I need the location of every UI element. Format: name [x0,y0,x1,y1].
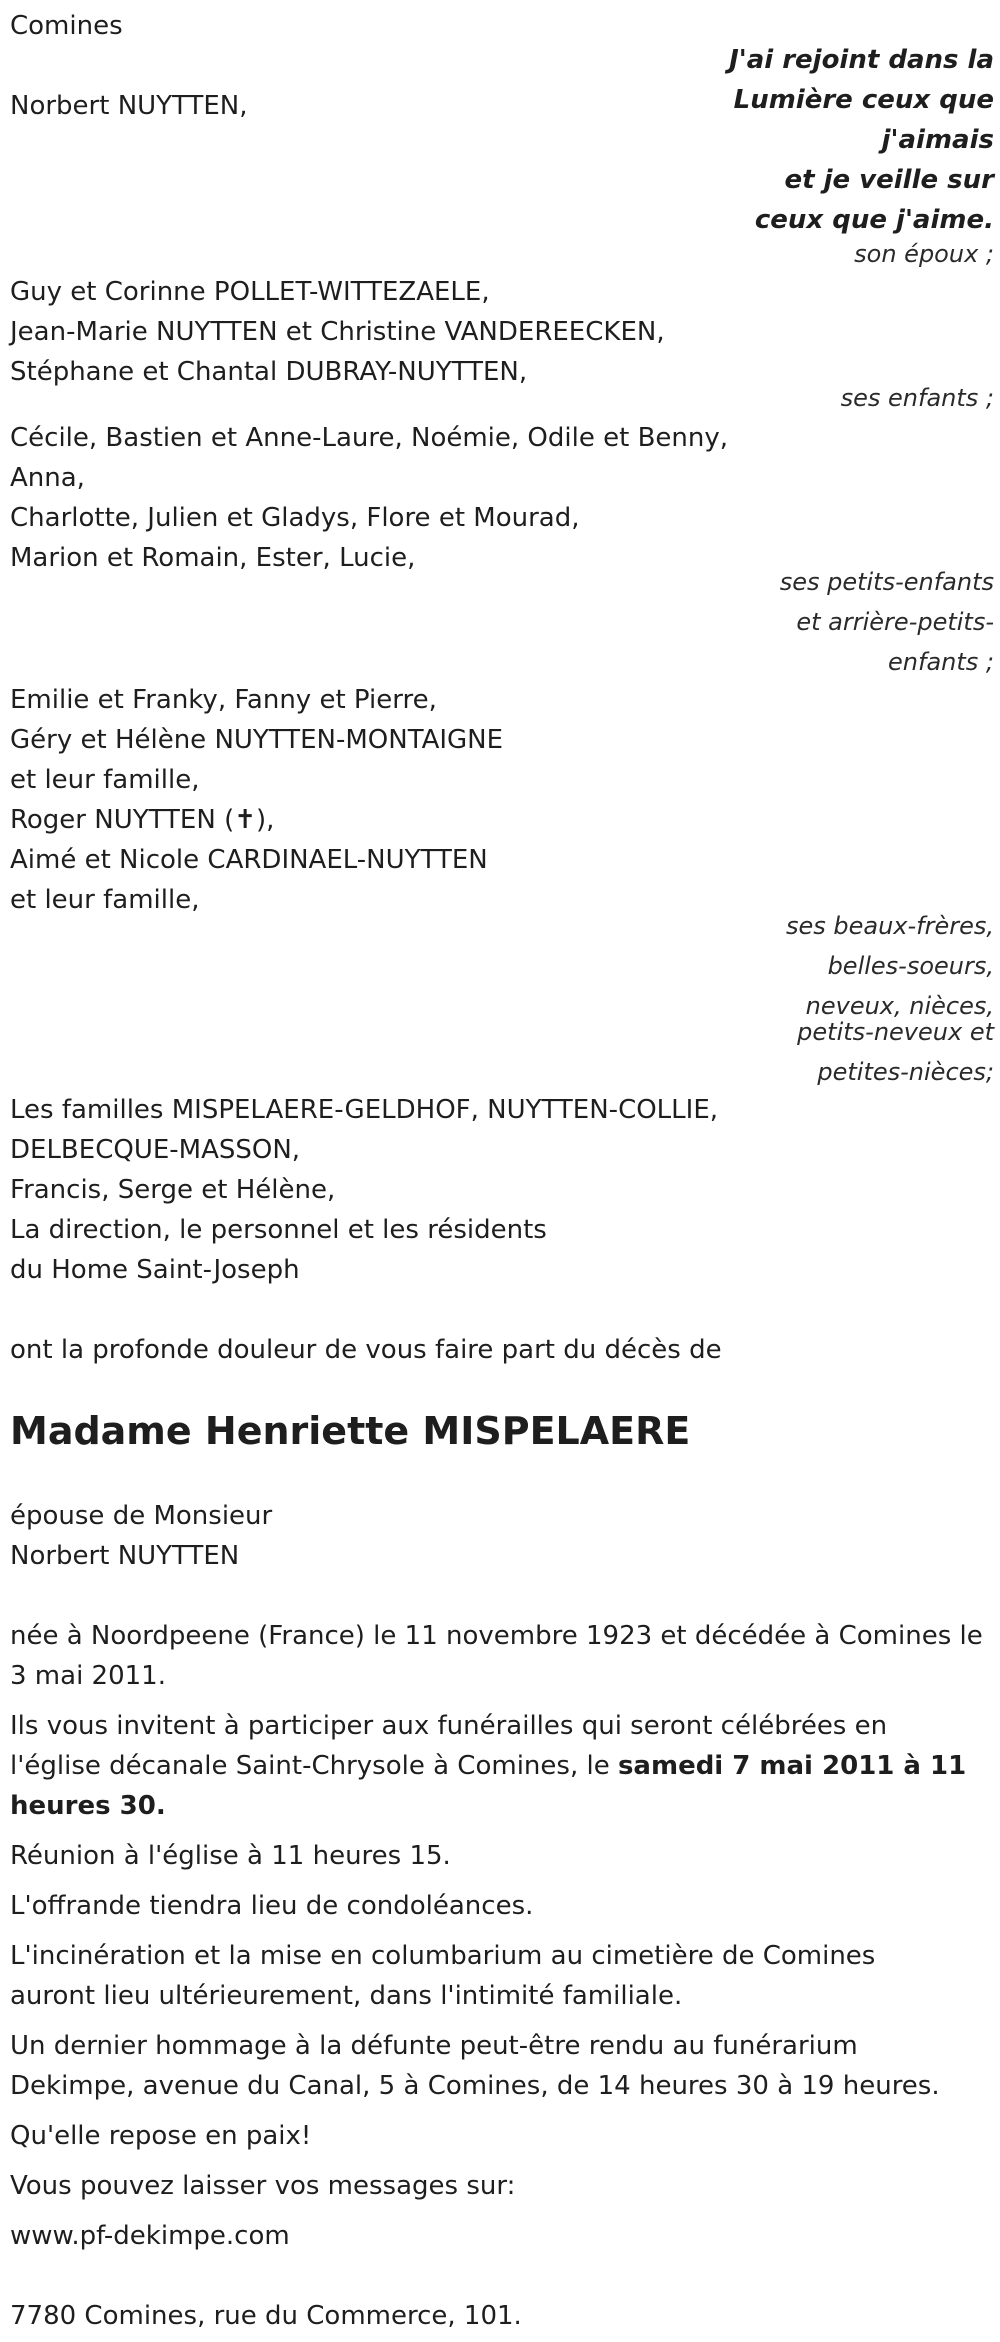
tribute-line: Un dernier hommage à la défunte peut-être rendu au funérarium [10,2031,858,2061]
address: 7780 Comines, rue du Commerce, 101. [10,2301,522,2331]
grandchildren-line: Marion et Romain, Ester, Lucie, [10,543,416,573]
birth-death-line: 3 mai 2011. [10,1661,166,1691]
in-laws-line: Emilie et Franky, Fanny et Pierre, [10,685,437,715]
funeral-line [10,1746,966,1786]
quote-line: et je veille sur [784,165,994,195]
spouse-of-line: Norbert NUYTTEN [10,1541,240,1571]
in-laws-line: et leur famille, [10,765,200,795]
funeral-line [10,1786,166,1826]
place: Comines [10,11,123,41]
relation-in-laws: petites-nièces; [817,1058,994,1086]
relation-in-laws: neveux, nièces, [805,992,994,1020]
children-line: Stéphane et Chantal DUBRAY-NUYTTEN, [10,357,528,387]
children-line: Guy et Corinne POLLET-WITTEZAELE, [10,277,490,307]
relation-grandchildren: enfants ; [888,648,994,676]
spouse-name: Norbert NUYTTEN, [10,91,248,121]
offering: L'offrande tiendra lieu de condoléances. [10,1891,534,1921]
relation-spouse: son époux ; [854,240,994,268]
grandchildren-line: Cécile, Bastien et Anne-Laure, Noémie, Odile et Benny, [10,423,729,453]
spouse-of-line: épouse de Monsieur [10,1501,273,1531]
announcement: ont la profonde douleur de vous faire part du décès de [10,1335,722,1365]
messages: Vous pouvez laisser vos messages sur: [10,2171,516,2201]
in-laws-line: Aimé et Nicole CARDINAEL-NUYTTEN [10,845,488,875]
grandchildren-line: Anna, [10,463,85,493]
grandchildren-line: Charlotte, Julien et Gladys, Flore et Mourad, [10,503,580,533]
in-laws-line: Géry et Hélène NUYTTEN-MONTAIGNE [10,725,504,755]
quote-line: ceux que j'aime. [754,205,994,235]
quote-line: J'ai rejoint dans la [729,45,994,75]
families-line: du Home Saint-Joseph [10,1255,300,1285]
in-laws-line: Roger NUYTTEN (✝), [10,805,275,835]
families-line: La direction, le personnel et les résidents [10,1215,547,1245]
families-line: DELBECQUE-MASSON, [10,1135,301,1165]
cremation-line: L'incinération et la mise en columbarium au cimetière de Comines [10,1941,876,1971]
cremation-line: auront lieu ultérieurement, dans l'intimité familiale. [10,1981,683,2011]
tribute-line: Dekimpe, avenue du Canal, 5 à Comines, de 14 heures 30 à 19 heures. [10,2071,940,2101]
relation-grandchildren: ses petits-enfants [779,568,994,596]
funeral-text: l'église décanale Saint-Chrysole à Comines, le [10,1751,618,1781]
families-line: Francis, Serge et Hélène, [10,1175,336,1205]
meeting: Réunion à l'église à 11 heures 15. [10,1841,451,1871]
rest: Qu'elle repose en paix! [10,2121,312,2151]
relation-children: ses enfants ; [840,384,994,412]
deceased-name: Madame Henriette MISPELAERE [10,1409,691,1453]
funeral-line: Ils vous invitent à participer aux funérailles qui seront célébrées en [10,1711,888,1741]
quote-line: Lumière ceux que [733,85,994,115]
relation-grandchildren: et arrière-petits- [796,608,994,636]
in-laws-line: et leur famille, [10,885,200,915]
funeral-date: samedi 7 mai 2011 à 11 [617,1751,967,1781]
relation-in-laws: petits-neveux et [797,1018,994,1046]
funeral-time: heures 30. [10,1791,166,1821]
quote-line: j'aimais [881,125,994,155]
birth-death-line: née à Noordpeene (France) le 11 novembre 1923 et décédée à Comines le [10,1621,983,1651]
children-line: Jean-Marie NUYTTEN et Christine VANDEREECKEN, [10,317,665,347]
relation-in-laws: belles-soeurs, [827,952,994,980]
website: www.pf-dekimpe.com [10,2221,290,2251]
families-line: Les familles MISPELAERE-GELDHOF, NUYTTEN-COLLIE, [10,1095,719,1125]
relation-in-laws: ses beaux-frères, [785,912,994,940]
